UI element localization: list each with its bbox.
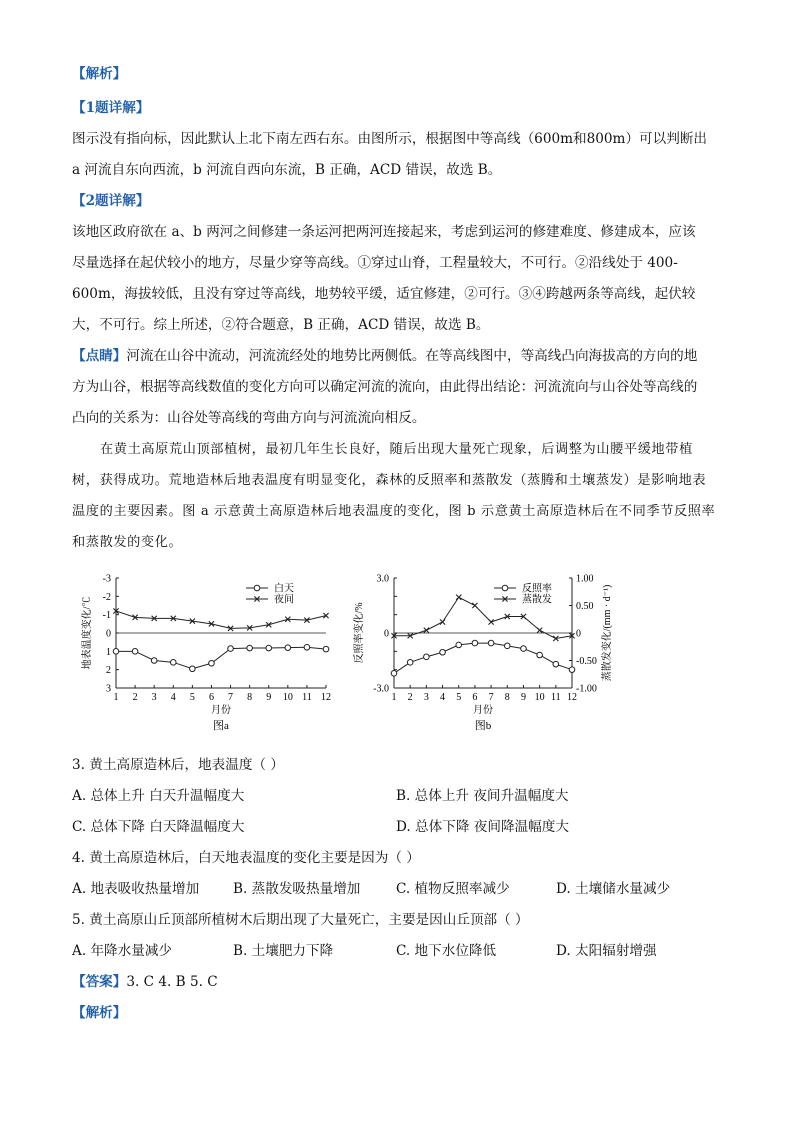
q3-option-c[interactable]: C. 总体下降 白天降温幅度大 — [72, 819, 245, 835]
y-tick-label: 3.0 — [376, 573, 389, 585]
legend-marker — [502, 585, 508, 591]
chart-a-svg — [80, 570, 350, 740]
y-tick-label: 3 — [106, 683, 111, 695]
x-tick-label: 8 — [504, 692, 510, 703]
figure-caption: 图a — [213, 720, 229, 732]
data-point-circle — [488, 640, 494, 646]
data-point-circle — [553, 661, 559, 667]
y-axis-label: 地表温度变化/℃ — [82, 596, 93, 670]
dianjing-line: 凸向的关系为：山谷处等高线的弯曲方向与河流流向相反。 — [72, 410, 426, 426]
y-tick-label: 0 — [106, 628, 111, 640]
q1-line: 图示没有指向标，因此默认上北下南左西右东。由图所示，根据图中等高线（600m和800m）可以判断出 — [72, 131, 708, 147]
x-tick-label: 7 — [488, 692, 494, 703]
data-point-x — [537, 628, 542, 633]
y-right-tick-label: 0.50 — [576, 601, 594, 612]
legend-marker — [254, 585, 260, 591]
answer-line — [72, 972, 724, 992]
q4-option-a[interactable]: A. 地表吸收热量增加 — [72, 881, 200, 897]
x-tick-label: 9 — [266, 692, 272, 703]
chart-b-svg — [350, 570, 630, 740]
question-3-stem: 3. 黄土高原造林后，地表温度（ ） — [72, 757, 284, 773]
material-line: 在黄土高原荒山顶部植树，最初几年生长良好，随后出现大量死亡现象，后调整为山腰平缓地带植 — [100, 442, 693, 457]
legend-label: 夜间 — [274, 594, 294, 606]
answer-values: 3. C 4. B 5. C — [126, 974, 218, 990]
x-tick-label: 6 — [472, 692, 478, 703]
x-tick-label: 8 — [247, 692, 253, 703]
data-point-x — [424, 628, 429, 633]
data-point-circle — [472, 640, 478, 646]
x-tick-label: 10 — [534, 692, 545, 703]
figure-b — [350, 570, 630, 744]
q3-option-b[interactable]: B. 总体上升 夜间升温幅度大 — [396, 788, 569, 804]
data-point-circle — [407, 660, 413, 666]
dianjing-line: 方为山谷，根据等高线数值的变化方向可以确定河流的流向，由此得出结论：河流流向与山谷处等高线的 — [72, 379, 698, 395]
x-tick-label: 5 — [456, 692, 462, 703]
data-point-circle — [391, 671, 397, 677]
material-line: 温度的主要因素。图 a 示意黄土高原造林后地表温度的变化，图 b 示意黄土高原造林后在不同季节反照率 — [72, 504, 716, 519]
x-tick-label: 11 — [550, 692, 561, 703]
data-point-circle — [228, 646, 234, 652]
dianjing-line: 河流在山谷中流动，河流流经处的地势比两侧低。在等高线图中，等高线凸向海拔高的方向的地 — [126, 348, 698, 364]
data-point-circle — [537, 652, 543, 658]
x-tick-label: 3 — [151, 692, 157, 703]
data-point-circle — [266, 645, 272, 651]
y-right-tick-label: -1.00 — [576, 683, 597, 695]
data-point-circle — [209, 660, 215, 666]
figure-a — [80, 570, 350, 744]
x-tick-label: 2 — [132, 692, 138, 703]
x-tick-label: 1 — [113, 692, 119, 703]
y-axis-right-label: 蒸散发变化/(mm · d⁻¹) — [602, 584, 613, 682]
data-point-circle — [247, 645, 253, 651]
y-tick-label: 2 — [106, 665, 111, 677]
data-point-circle — [132, 649, 138, 655]
series-line-2 — [116, 611, 326, 628]
dianjing-header: 【点睛】 — [72, 348, 127, 364]
x-tick-label: 6 — [208, 692, 214, 703]
y-axis-label: 反照率变化/% — [354, 602, 365, 664]
data-point-circle — [504, 643, 510, 649]
data-point-circle — [304, 645, 310, 651]
data-point-circle — [569, 667, 575, 673]
data-point-circle — [170, 660, 176, 666]
dianjing-paragraph — [72, 346, 724, 366]
q5-option-b[interactable]: B. 土壤肥力下降 — [233, 943, 334, 959]
x-tick-label: 12 — [321, 692, 331, 703]
q5-option-a[interactable]: A. 年降水量减少 — [72, 943, 173, 959]
q3-option-a[interactable]: A. 总体上升 白天升温幅度大 — [72, 788, 245, 804]
data-point-circle — [285, 645, 291, 651]
q2-line: 600m，海拔较低，且没有穿过等高线，地势较平缓，适宜修建，②可行。③④跨越两条等高线，起伏较 — [72, 286, 696, 302]
x-tick-label: 7 — [228, 692, 234, 703]
q2-line: 大，不可行。综上所述，②符合题意，B 正确，ACD 错误，故选 B。 — [72, 317, 490, 333]
jiexi-header: 【解析】 — [72, 66, 127, 82]
x-tick-label: 4 — [440, 692, 446, 703]
data-point-x — [456, 595, 461, 600]
x-tick-label: 12 — [567, 692, 577, 703]
y-right-tick-label: 0 — [576, 628, 581, 640]
data-point-circle — [521, 646, 527, 652]
x-tick-label: 9 — [520, 692, 526, 703]
data-point-circle — [456, 642, 462, 648]
y-tick-label: -2 — [102, 591, 111, 603]
y-tick-label: -3 — [102, 573, 111, 585]
answer-header: 【答案】 — [72, 974, 127, 990]
series-line-1 — [116, 647, 326, 668]
x-tick-label: 5 — [189, 692, 195, 703]
q4-option-c[interactable]: C. 植物反照率减少 — [396, 881, 510, 897]
data-point-x — [472, 603, 477, 608]
question-4-stem: 4. 黄土高原造林后，白天地表温度的变化主要是因为（ ） — [72, 850, 420, 866]
data-point-circle — [113, 649, 119, 655]
data-point-x — [488, 619, 493, 624]
q5-option-c[interactable]: C. 地下水位降低 — [396, 943, 497, 959]
q4-option-b[interactable]: B. 蒸散发吸热量增加 — [233, 881, 361, 897]
y-tick-label: 0 — [384, 628, 389, 640]
x-tick-label: 4 — [170, 692, 176, 703]
y-right-tick-label: 1.00 — [576, 573, 594, 585]
x-axis-label: 月份 — [211, 705, 231, 716]
y-tick-label: 1 — [106, 646, 111, 658]
y-tick-label: -3.0 — [373, 683, 389, 695]
q1-line: a 河流自东向西流，b 河流自西向东流，B 正确，ACD 错误，故选 B。 — [72, 162, 502, 178]
x-tick-label: 1 — [391, 692, 397, 703]
q2-line: 尽量选择在起伏较小的地方，尽量少穿等高线。①穿过山脊，工程量较大，不可行。②沿线处于 400- — [72, 255, 678, 271]
x-tick-label: 10 — [282, 692, 293, 703]
data-point-circle — [323, 646, 329, 652]
y-right-tick-label: -0.50 — [576, 656, 597, 667]
data-point-circle — [424, 654, 430, 660]
x-tick-label: 11 — [302, 692, 312, 703]
data-point-circle — [440, 649, 446, 655]
x-axis-label: 月份 — [473, 705, 493, 716]
data-point-circle — [151, 658, 157, 664]
question-5-stem: 5. 黄土高原山丘顶部所植树木后期出现了大量死亡，主要是因山丘顶部（ ） — [72, 912, 529, 928]
figure-caption: 图b — [474, 720, 492, 732]
q4-option-d[interactable]: D. 土壤储水量减少 — [556, 881, 671, 897]
material-line: 树，获得成功。荒地造林后地表温度有明显变化，森林的反照率和蒸散发（蒸腾和土壤蒸发）是影响地表 — [72, 473, 707, 488]
series-line-1 — [394, 643, 572, 673]
q1-detail-header: 【1题详解】 — [72, 100, 150, 116]
x-tick-label: 3 — [423, 692, 429, 703]
data-point-x — [440, 619, 445, 624]
data-point-circle — [190, 666, 196, 672]
q5-option-d[interactable]: D. 太阳辐射增强 — [556, 943, 657, 959]
q3-option-d[interactable]: D. 总体下降 夜间降温幅度大 — [396, 819, 569, 835]
x-tick-label: 2 — [407, 692, 413, 703]
q2-line: 该地区政府欲在 a、b 两河之间修建一条运河把两河连接起来，考虑到运河的修建难度、修建成本，应该 — [72, 224, 696, 240]
material-line: 和蒸散发的变化。 — [72, 535, 183, 550]
jiexi-header-2: 【解析】 — [72, 1005, 127, 1021]
legend-label: 蒸散发 — [522, 594, 552, 606]
legend-label: 反照率 — [522, 583, 552, 595]
y-tick-label: -1 — [102, 610, 111, 622]
legend-label: 白天 — [274, 583, 294, 595]
q2-detail-header: 【2题详解】 — [72, 193, 150, 209]
